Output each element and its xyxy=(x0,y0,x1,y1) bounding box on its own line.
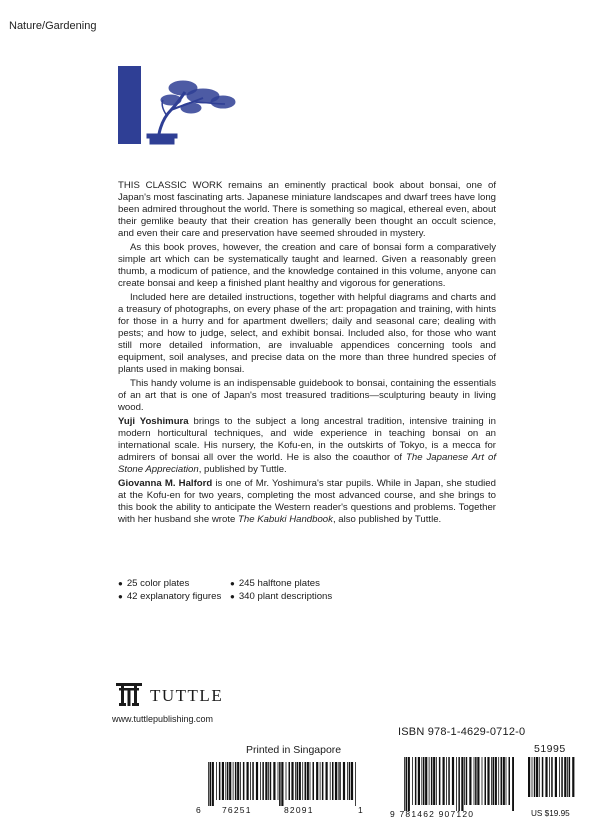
author-bio-yoshimura xyxy=(118,416,496,476)
barcode-bar xyxy=(297,762,299,800)
barcode-bar xyxy=(498,757,499,805)
author-bio-halford xyxy=(118,478,496,526)
ean-digits: 9 781462 907120 xyxy=(390,809,475,819)
barcode-bar xyxy=(240,762,241,800)
barcode-bar xyxy=(561,757,563,797)
barcode-bar xyxy=(487,757,489,805)
barcode-bar xyxy=(313,762,315,800)
upc-barcode-bars xyxy=(208,762,356,806)
barcode-bar xyxy=(335,762,337,800)
barcode-bar xyxy=(425,757,427,805)
barcode-bar xyxy=(466,757,468,805)
barcode-bar xyxy=(443,757,445,805)
ean-barcode-bars xyxy=(404,757,514,811)
barcode-bar xyxy=(542,757,544,797)
author-bio-text: brings to the subject a long ancestral tradition, intensive training in modern horticultural techniques, and wide experience in teaching bonsai on an international scale. His nursery, the Kofu-en, in the outskirts of Tokyo, is a mecca for admirers of bonsai all over the world. He is also the coauthor of xyxy=(118,415,496,464)
barcode-bar xyxy=(270,762,272,800)
barcode-bar xyxy=(475,757,477,805)
upc-digit: 76251 xyxy=(222,805,252,815)
barcode-bar xyxy=(347,762,348,800)
barcode-bar xyxy=(469,757,471,805)
barcode-bar xyxy=(415,757,417,805)
barcode-bar xyxy=(237,762,239,800)
barcode-bar xyxy=(461,757,463,811)
barcode-bar xyxy=(559,757,560,797)
barcode-bar xyxy=(436,757,437,805)
upc-digit: 82091 xyxy=(284,805,314,815)
barcode-bar xyxy=(512,757,514,811)
author-bio-text: , also published by Tuttle. xyxy=(332,514,442,526)
author-bio-text: , published by Tuttle. xyxy=(198,464,287,476)
upc-barcode xyxy=(196,762,368,818)
barcode-bar xyxy=(539,757,540,797)
barcode-bar xyxy=(509,757,511,805)
barcode-bar xyxy=(431,757,433,805)
barcode-bar xyxy=(355,762,356,806)
barcode-bar xyxy=(252,762,254,800)
barcode-bar xyxy=(219,762,221,800)
author-name: Yuji Yoshimura xyxy=(118,415,189,427)
barcode-bar xyxy=(343,762,345,800)
barcode-bar xyxy=(305,762,307,800)
publisher-name: TUTTLE xyxy=(150,686,224,705)
barcode-bar xyxy=(291,762,293,800)
barcode-bar xyxy=(491,757,492,805)
feature-item: ● 340 plant descriptions xyxy=(230,590,333,602)
barcode-bar xyxy=(536,757,538,797)
barcode-bar xyxy=(474,757,475,805)
barcode-bar xyxy=(216,762,217,800)
barcode-bar xyxy=(268,762,269,800)
logo-color-bar xyxy=(118,66,141,144)
barcode-bar xyxy=(330,762,331,800)
barcode-bar xyxy=(302,762,303,800)
book-title: The Kabuki Handbook xyxy=(238,514,333,526)
isbn-label: ISBN 978-1-4629-0712-0 xyxy=(398,726,526,738)
barcode-bar xyxy=(351,762,353,800)
description-paragraph: This handy volume is an indispensable guidebook to bonsai, containing the essentials of an art that is one of Japan's most treasured traditions—sculpturing beauty in living wood. xyxy=(118,378,496,414)
barcode-bar xyxy=(225,762,226,800)
barcode-bar xyxy=(458,757,460,811)
barcode-bar xyxy=(307,762,309,800)
barcode-bar xyxy=(265,762,267,800)
barcode-bar xyxy=(551,757,553,797)
barcode-bar xyxy=(439,757,441,805)
barcode-bar xyxy=(338,762,339,800)
barcode-bar xyxy=(262,762,264,800)
barcode-bar xyxy=(532,757,533,797)
barcode-bar xyxy=(549,757,550,797)
barcode-bar xyxy=(412,757,413,805)
barcode-bar xyxy=(406,757,408,811)
price-label: US $19.95 xyxy=(531,809,570,818)
barcode-bar xyxy=(485,757,487,805)
barcode-bar xyxy=(564,757,566,797)
barcode-bar xyxy=(273,762,275,800)
price-code: 51995 xyxy=(534,743,566,755)
barcode-bar xyxy=(326,762,328,800)
bonsai-logo xyxy=(118,66,240,146)
barcode-bar xyxy=(456,757,457,811)
description-paragraph: Included here are detailed instructions, together with helpful diagrams and charts and a treasury of photographs, on every phase of the art: propagation and training, with hints for those in a hurry and for apartment dwellers; daily and seasonal care; dealing with pests; and how to judge, select, and exhibit bonsai. Included also, for those who want still more detailed information, are invaluable appendices concerning tools and equipment, soil analyses, and precise data on the more than three hundred species of plants used in making bonsai. xyxy=(118,291,496,376)
barcode-bar xyxy=(433,757,435,805)
barcode-bar xyxy=(482,757,483,805)
upc-digit: 6 xyxy=(196,805,202,815)
barcode-bar xyxy=(555,757,557,797)
isbn-barcode-box xyxy=(382,720,600,828)
bullet-icon: ● xyxy=(230,579,235,588)
barcode-bar xyxy=(569,757,571,797)
barcode-bar xyxy=(286,762,287,800)
barcode-bar xyxy=(212,762,214,806)
barcode-bar xyxy=(320,762,321,800)
barcode-bar xyxy=(299,762,301,800)
bullet-icon: ● xyxy=(118,591,123,601)
barcode-bar xyxy=(222,762,224,800)
barcode-bar xyxy=(567,757,568,797)
barcode-bar xyxy=(289,762,291,800)
author-name: Giovanna M. Halford xyxy=(118,477,213,489)
barcode-bar xyxy=(503,757,505,805)
feature-list xyxy=(118,578,378,603)
barcode-bar xyxy=(423,757,425,805)
barcode-bar xyxy=(247,762,249,800)
barcode-bar xyxy=(256,762,258,800)
barcode-bar xyxy=(310,762,311,800)
barcode-bar xyxy=(464,757,465,805)
barcode-bar xyxy=(545,757,547,797)
barcode-bar xyxy=(235,762,237,800)
bullet-icon: ● xyxy=(118,579,123,588)
barcode-bar xyxy=(493,757,495,805)
publisher-url: www.tuttlepublishing.com xyxy=(112,714,214,724)
barcode-bar xyxy=(572,757,574,797)
barcode-bar xyxy=(250,762,251,800)
barcode-bar xyxy=(208,762,209,806)
barcode-bar xyxy=(495,757,497,805)
barcode-bar xyxy=(506,757,507,805)
barcode-bar xyxy=(279,762,281,806)
printed-in-label: Printed in Singapore xyxy=(246,744,342,756)
barcode-bar xyxy=(534,757,536,797)
barcode-bar xyxy=(233,762,234,800)
description-paragraph: As this book proves, however, the creation and care of bonsai form a comparatively simple art which can be systematically taught and learned. Given a reasonably green thumb, a modicum of patience, and the knowledge contained in this volume, anyone can create bonsai and keep a finished plant healthy and vigorous for generations. xyxy=(118,241,496,290)
bullet-icon: ● xyxy=(230,591,235,601)
upc-digit: 1 xyxy=(358,805,364,815)
feature-item: ● 245 halftone plates xyxy=(230,578,320,589)
barcode-bar xyxy=(446,757,447,805)
author-bio-text: is one of Mr. Yoshimura's star pupils. While in Japan, she studied at the Kofu-en for two years, completing the most advanced course, and she brings to this book the ability to anticipate the Western reader's questions and problems. Together with her husband she wrote xyxy=(118,477,496,526)
barcode-bar xyxy=(332,762,334,800)
barcode-bar xyxy=(501,757,503,805)
publisher-logo xyxy=(112,682,272,728)
barcode-bar xyxy=(281,762,283,806)
barcode-bar xyxy=(408,757,410,811)
barcode-bar xyxy=(278,762,279,800)
barcode-bar xyxy=(429,757,430,805)
barcode-bar xyxy=(421,757,422,805)
barcode-bar xyxy=(295,762,296,800)
barcode-bar xyxy=(229,762,231,800)
barcode-bar xyxy=(448,757,450,805)
barcode-bar xyxy=(404,757,405,811)
book-description xyxy=(118,180,496,528)
barcode-bar xyxy=(339,762,341,800)
barcode-bar xyxy=(210,762,212,806)
barcode-bar xyxy=(528,757,530,797)
category-label: Nature/Gardening xyxy=(9,20,97,32)
barcode-bar xyxy=(477,757,479,805)
barcode-bar xyxy=(349,762,351,800)
barcode-bar xyxy=(322,762,324,800)
barcode-bar xyxy=(418,757,420,805)
barcode-bar xyxy=(227,762,229,800)
torii-gate-icon xyxy=(116,682,142,706)
barcode-bar xyxy=(452,757,454,805)
description-paragraph: THIS CLASSIC WORK remains an eminently practical book about bonsai, one of Japan's most fascinating arts. Japanese miniature landscapes and dwarf trees have long been admired throughout the world. There is something so magical, ethereal even, about their gemlike beauty that their creation has generally been thought an occult science, and even their care and preservation have seemed shrouded in mystery. xyxy=(118,180,496,240)
barcode-bar xyxy=(243,762,245,800)
barcode-bar xyxy=(260,762,261,800)
book-title: The Japanese Art of Stone Appreciation xyxy=(118,452,496,476)
bonsai-tree-icon xyxy=(141,66,241,146)
ean-addon-barcode-bars xyxy=(528,757,576,803)
feature-item: ● 25 color plates xyxy=(118,578,190,589)
feature-item: ● 42 explanatory figures xyxy=(118,590,222,602)
barcode-bar xyxy=(316,762,318,800)
